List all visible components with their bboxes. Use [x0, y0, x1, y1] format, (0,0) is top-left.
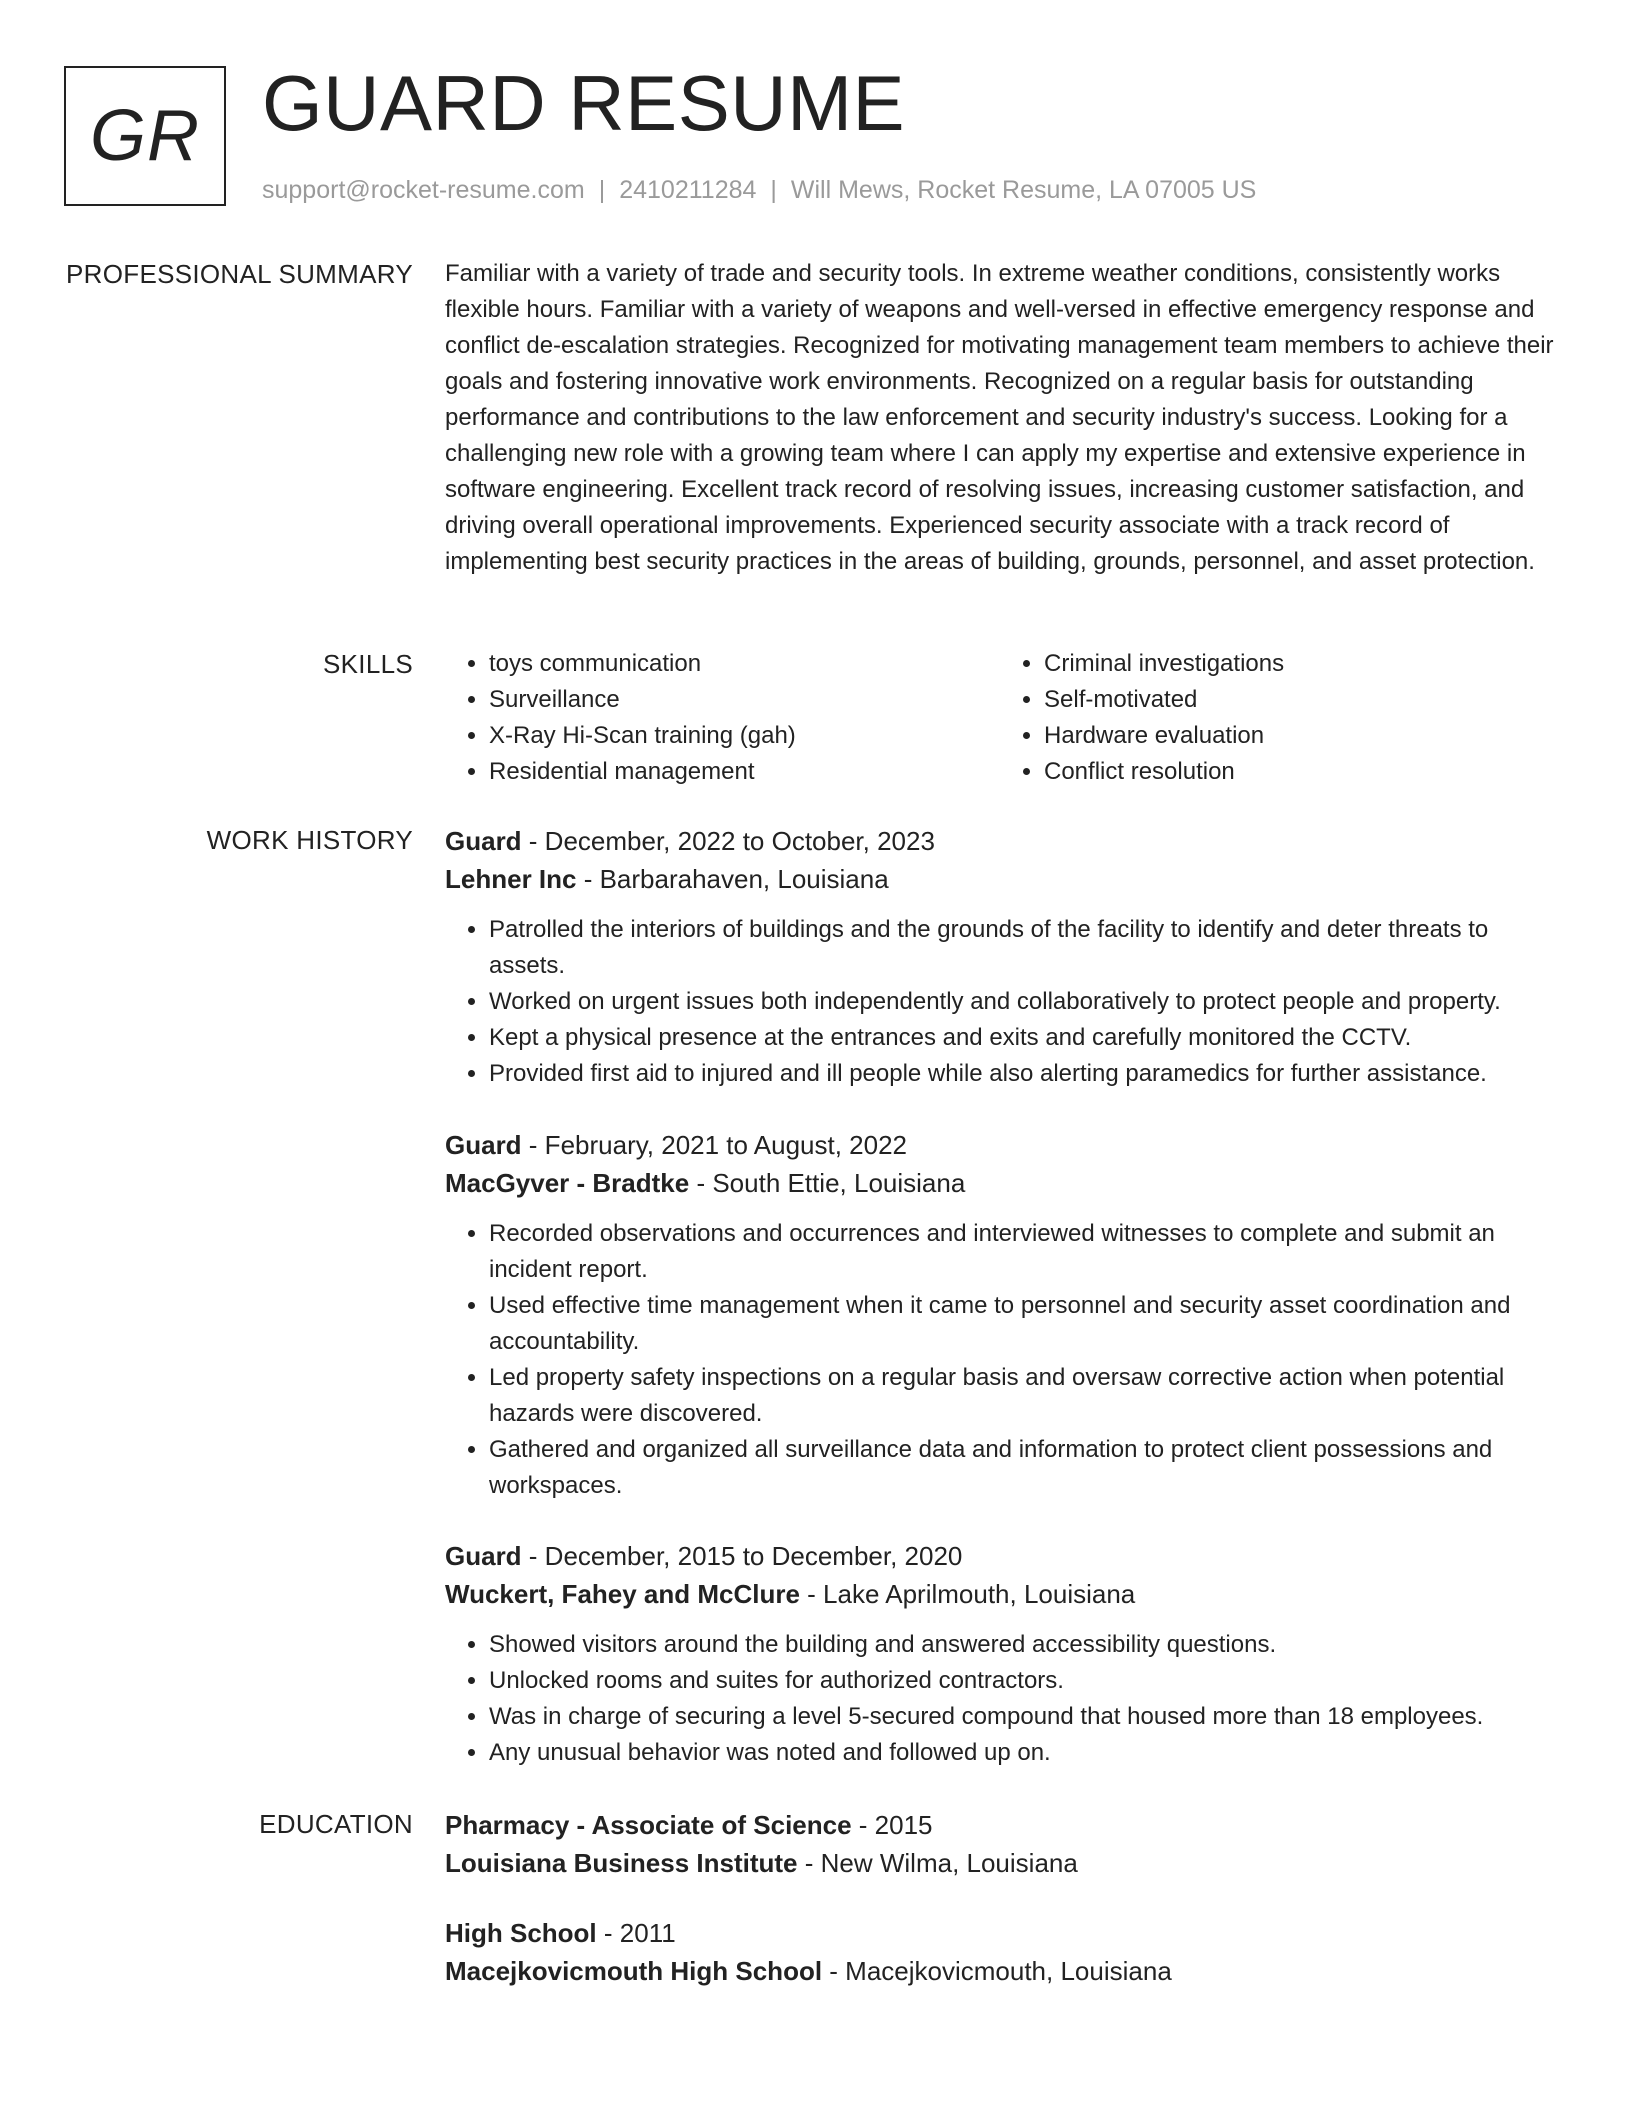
skills-label: SKILLS	[323, 649, 413, 679]
job-title: Guard	[445, 826, 522, 856]
job-duty: • Led property safety inspections on a regular basis and oversaw corrective action when potential hazards were discovered.	[489, 1360, 1555, 1432]
resume-name: GUARD RESUME	[262, 59, 906, 147]
job-dates: - February, 2021 to August, 2022	[521, 1130, 908, 1160]
skill-item: • Hardware evaluation	[1044, 718, 1555, 754]
job-duty: • Recorded observations and occurrences and interviewed witnesses to complete and submit an incident report.	[489, 1216, 1555, 1288]
job-duty: • Showed visitors around the building and answered accessibility questions.	[489, 1627, 1555, 1663]
job-duties	[445, 912, 1555, 1092]
contact-separator: |	[770, 176, 777, 204]
job-location: - Lake Aprilmouth, Louisiana	[799, 1579, 1136, 1609]
job-title-line	[445, 822, 1555, 860]
contact-address: Will Mews, Rocket Resume, LA 07005 US	[790, 176, 1257, 204]
job-duty: • Was in charge of securing a level 5-secured compound that housed more than 18 employees.	[489, 1699, 1555, 1735]
job-duties	[445, 1627, 1555, 1771]
job-duty: • Any unusual behavior was noted and followed up on.	[489, 1735, 1555, 1771]
education-entry	[445, 1806, 1555, 1882]
contact-line	[262, 174, 1256, 206]
edu-degree: Pharmacy - Associate of Science	[445, 1810, 852, 1840]
education-label: EDUCATION	[259, 1809, 413, 1839]
skill-item: • Criminal investigations	[1044, 646, 1555, 682]
job-company: Lehner Inc	[445, 864, 577, 894]
work-label: WORK HISTORY	[206, 825, 413, 855]
edu-degree: High School	[445, 1918, 597, 1948]
edu-school: Louisiana Business Institute	[445, 1848, 798, 1878]
job-duty: • Unlocked rooms and suites for authorized contractors.	[489, 1663, 1555, 1699]
job-org-line	[445, 1164, 1555, 1202]
job-dates: - December, 2015 to December, 2020	[521, 1541, 963, 1571]
summary-body	[445, 256, 1555, 580]
edu-org-line	[445, 1844, 1555, 1882]
job-title: Guard	[445, 1541, 522, 1571]
edu-year: - 2015	[851, 1810, 933, 1840]
job-location: - Barbarahaven, Louisiana	[576, 864, 889, 894]
job-entry	[445, 1126, 1555, 1504]
edu-school: Macejkovicmouth High School	[445, 1956, 823, 1986]
job-duty: • Provided first aid to injured and ill people while also alerting paramedics for further assistance.	[489, 1056, 1555, 1092]
skill-item: • Residential management	[489, 754, 1000, 790]
job-entry	[445, 1537, 1555, 1771]
job-company: Wuckert, Fahey and McClure	[445, 1579, 800, 1609]
job-title-line	[445, 1126, 1555, 1164]
edu-title-line	[445, 1806, 1555, 1844]
job-duty: • Patrolled the interiors of buildings and the grounds of the facility to identify and deter threats to assets.	[489, 912, 1555, 984]
edu-year: - 2011	[596, 1918, 676, 1948]
skill-item: • toys communication	[489, 646, 1000, 682]
job-duties	[445, 1216, 1555, 1504]
job-duty: • Kept a physical presence at the entrances and exits and carefully monitored the CCTV.	[489, 1020, 1555, 1056]
job-title-line	[445, 1537, 1555, 1575]
skill-item: • Self-motivated	[1044, 682, 1555, 718]
edu-location: - Macejkovicmouth, Louisiana	[822, 1956, 1172, 1986]
skill-item: • X-Ray Hi-Scan training (gah)	[489, 718, 1000, 754]
job-org-line	[445, 1575, 1555, 1613]
contact-phone[interactable]: 2410211284	[619, 176, 757, 204]
skill-item: • Surveillance	[489, 682, 1000, 718]
job-title: Guard	[445, 1130, 522, 1160]
edu-title-line	[445, 1914, 1555, 1952]
monogram-initials: GR	[90, 96, 200, 176]
job-location: - South Ettie, Louisiana	[689, 1168, 966, 1198]
skills-body	[445, 646, 1555, 790]
monogram-box	[64, 66, 226, 206]
job-duty: • Gathered and organized all surveillance data and information to protect client possessions and workspaces.	[489, 1432, 1555, 1504]
job-duty: • Worked on urgent issues both independently and collaboratively to protect people and property.	[489, 984, 1555, 1020]
education-entry	[445, 1914, 1555, 1990]
edu-location: - New Wilma, Louisiana	[797, 1848, 1078, 1878]
contact-separator: |	[598, 176, 606, 204]
edu-org-line	[445, 1952, 1555, 1990]
skill-item: • Conflict resolution	[1044, 754, 1555, 790]
summary-text: Familiar with a variety of trade and security tools. In extreme weather conditions, consistently works flexible hours. Familiar with a variety of weapons and well-versed in effective emergency response and conflict de-escalation strategies. Recognized for motivating management team members to achieve their goals and fostering innovative work environments. Recognized on a regular basis for outstanding performance and contributions to the law enforcement and security industry's success. Looking for a challenging new role with a growing team where I can apply my expertise and extensive experience in software engineering. Excellent track record of resolving issues, increasing customer satisfaction, and driving overall operational improvements. Experienced security associate with a track record of implementing best security practices in the areas of building, grounds, personnel, and asset protection.	[445, 260, 1554, 575]
job-dates: - December, 2022 to October, 2023	[521, 826, 935, 856]
job-company: MacGyver - Bradtke	[445, 1168, 690, 1198]
skills-list-right	[1000, 646, 1555, 790]
job-org-line	[445, 860, 1555, 898]
skills-list-left	[445, 646, 1000, 790]
job-duty: • Used effective time management when it came to personnel and security asset coordination and accountability.	[489, 1288, 1555, 1360]
job-entry	[445, 822, 1555, 1092]
contact-email[interactable]: support@rocket-resume.com	[262, 176, 585, 204]
summary-label: PROFESSIONAL SUMMARY	[66, 259, 413, 289]
